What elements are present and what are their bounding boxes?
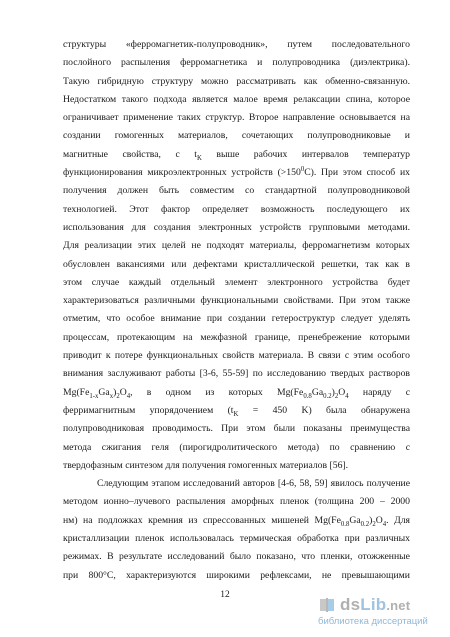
- text-line: кристаллизации пленок использовалась термическая обработка при различных: [63, 533, 410, 545]
- text-line: ферримагнитным упорядочением ($t_K = 450$ K) была обнаружена: [63, 404, 410, 418]
- text-line: режимах. В результате исследований было показано, что пленки, отожженные: [63, 551, 410, 563]
- watermark-subtitle: библиотека диссертаций: [318, 616, 428, 627]
- text-line: отметим, что особое внимание при создании гетероструктур следует уделять: [63, 313, 410, 325]
- text-line: внимания заслуживают работы [3-6, 55-59] по исследованию твердых растворов: [63, 368, 410, 380]
- watermark: [318, 595, 438, 631]
- text-line: обусловлен вакансиями или дефектами кристаллической решетки, так как в: [63, 258, 410, 270]
- page-number: 12: [220, 590, 230, 600]
- text-line: $Mg(Fe_{1-x}Ga_x)_2O_4$, в одном из которых $Mg(Fe_{0.8}Ga_{0.2})_2O_4$ наряду с: [63, 386, 410, 400]
- text-line: Такую гибридную структуру можно рассматривать как обменно-связанную.: [63, 75, 410, 87]
- text-line: структуры «ферромагнетик-полупроводник», путем последовательного: [63, 39, 410, 50]
- text-line: получения должен быть совместим со стандартной полупроводниковой: [63, 185, 410, 197]
- watermark-logo-net: .net: [386, 598, 411, 613]
- document-page: [63, 36, 410, 585]
- text-line: характеризоваться различными функциональными свойствами. При этом также: [63, 295, 410, 307]
- book-logo-icon: [318, 596, 336, 614]
- text-line: полупроводниковая проводимость. При этом были показаны преимущества: [63, 423, 410, 435]
- text-line: нм) на подложках кремния из спрессованных мишеней $Mg(Fe_{0.8}Ga_{0.2})_2O_4$. Для: [63, 514, 410, 528]
- watermark-logo-ds: ds: [340, 595, 361, 614]
- text-line: технологией. Этот фактор определяет возможность последующего их: [63, 203, 410, 215]
- watermark-logo-lib: Lib: [360, 595, 387, 614]
- text-line: этом случае каждый отдельный элемент электронного устройства будет: [63, 276, 410, 288]
- watermark-logo: [340, 595, 410, 615]
- text-line: послойного распыления ферромагнетика и полупроводника (диэлектрика).: [63, 57, 410, 69]
- text-line: Недостатком такого подхода является малое время релаксации спина, которое: [63, 93, 410, 105]
- text-line: приводит к потере функциональных свойств материала. В связи с этим особого: [63, 350, 410, 362]
- text-line: процессам, протекающим на межфазной границе, пренебрежение которыми: [63, 331, 410, 343]
- text-line: использования для создания электронных устройств групповыми методами.: [63, 221, 410, 233]
- text-line: Для реализации этих целей не подходят материалы, ферромагнетизм которых: [63, 240, 410, 252]
- text-line: твердофазным синтезом для получения гомогенных материалов [56].: [63, 459, 349, 471]
- text-line: Следующим этапом исследований авторов [4-6, 58, 59] явилось получение: [97, 478, 410, 490]
- text-line: при 800°С, характеризуются широкими рефлексами, не превышающими: [63, 569, 410, 581]
- text-line: ограничивает применение таких структур. Второе направление основывается на: [63, 112, 410, 124]
- text-line: метода сжигания геля (пирогидролитического метода) по сравнению с: [63, 441, 410, 453]
- text-line: магнитные свойства, с $t_K$ выше рабочих интервалов температур: [63, 148, 410, 162]
- text-line: функционирования микроэлектронных устройств $(>150^0С)$. При этом способ их: [63, 165, 410, 179]
- text-line: методом ионно–лучевого распыления аморфных пленок (толщина 200 – 2000: [63, 496, 410, 508]
- body-text: [63, 36, 410, 585]
- text-line: создании гомогенных материалов, сочетающих полупроводниковые и: [63, 130, 410, 142]
